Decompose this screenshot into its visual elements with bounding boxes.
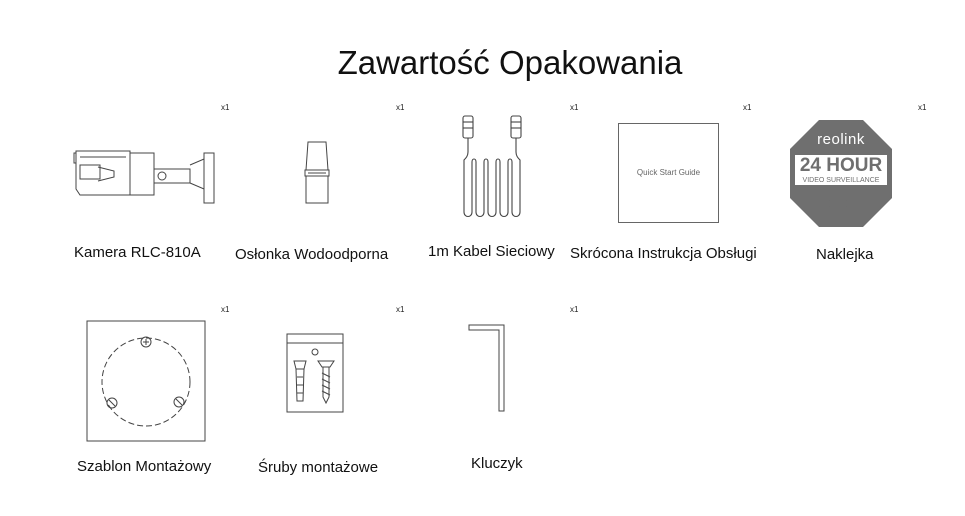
item-label: Naklejka (816, 246, 874, 263)
page-title: Zawartość Opakowania (337, 44, 683, 81)
quantity-badge: x1 (396, 305, 405, 314)
sticker-headline: 24 HOUR (799, 155, 883, 176)
quick-start-guide-icon (618, 123, 719, 223)
item-label: Skrócona Instrukcja Obsługi (570, 245, 757, 262)
waterproof-cover-icon (302, 140, 332, 206)
quantity-badge: x1 (221, 305, 230, 314)
network-cable-icon (457, 112, 529, 220)
item-label: Kluczyk (471, 455, 523, 472)
quantity-badge: x1 (570, 103, 579, 112)
quantity-badge: x1 (918, 103, 927, 112)
hex-key-icon (468, 323, 508, 415)
quantity-badge: x1 (743, 103, 752, 112)
sticker-icon (789, 119, 893, 228)
mounting-template-icon (86, 320, 206, 442)
item-label: Osłonka Wodoodporna (235, 246, 389, 263)
sticker-brand: reolink (817, 131, 865, 148)
item-label: Kamera RLC-810A (74, 244, 201, 261)
mounting-screws-icon (286, 333, 344, 413)
item-label: 1m Kabel Sieciowy (428, 243, 555, 260)
quantity-badge: x1 (570, 305, 579, 314)
item-label: Śruby montażowe (258, 459, 379, 476)
camera-icon (70, 145, 220, 207)
quantity-badge: x1 (396, 103, 405, 112)
quantity-badge: x1 (221, 103, 230, 112)
item-label: Szablon Montażowy (77, 458, 212, 475)
sticker-subline: VIDEO SURVEILLANCE (802, 177, 880, 184)
guide-cover-text: Quick Start Guide (636, 168, 701, 177)
